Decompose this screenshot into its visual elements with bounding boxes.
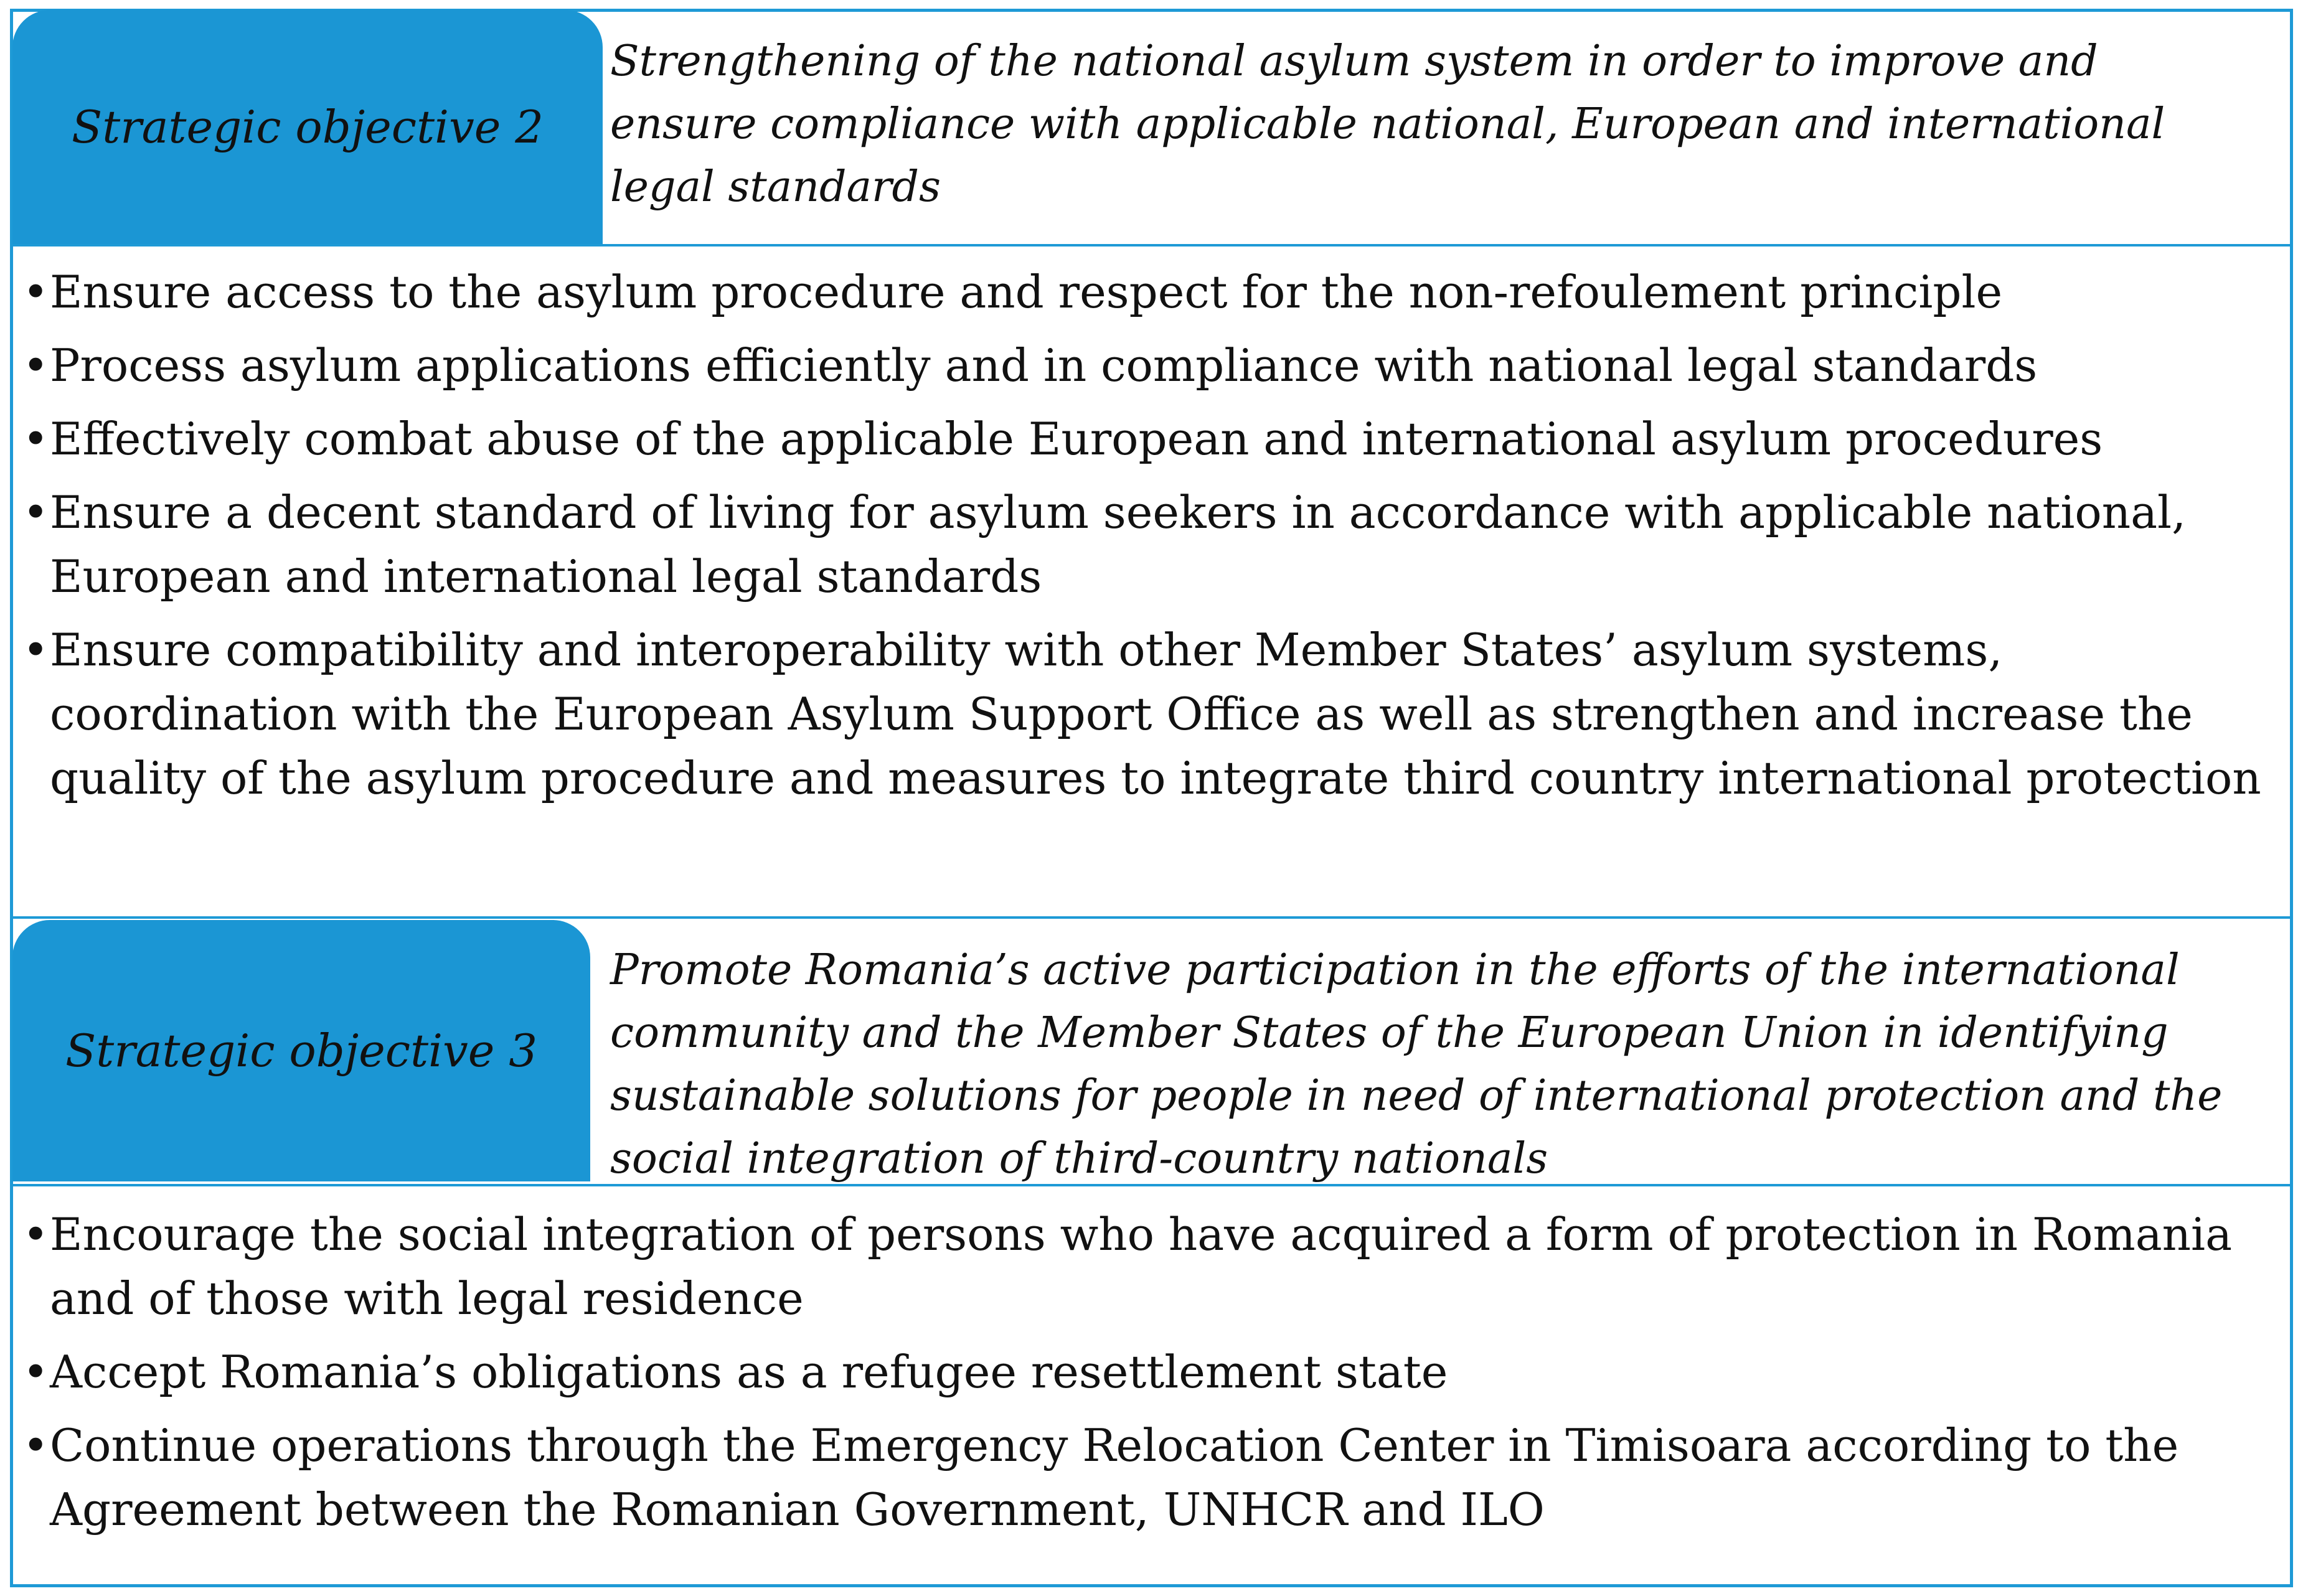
objective-2-description: Strengthening of the national asylum system in order to improve and ensure compliance with applicable national, European and international legal standards xyxy=(610,37,2165,212)
objective-2-divider xyxy=(11,244,2292,246)
bullet-text: Ensure a decent standard of living for asylum seekers in accordance with applicable national, European and international legal standards xyxy=(50,486,2186,603)
bullet-text: Encourage the social integration of persons who have acquired a form of protection in Romania and of those with legal residence xyxy=(50,1208,2233,1325)
objective-3-header-box xyxy=(12,920,590,1181)
objective-3-label: Strategic objective 3 xyxy=(65,1025,538,1077)
list-item xyxy=(22,1203,2276,1331)
bullet-icon: • xyxy=(22,413,49,465)
objective-2-bullet-list xyxy=(22,260,2276,820)
bullet-icon: • xyxy=(22,1346,49,1398)
objective-3-bullet-list xyxy=(22,1203,2276,1551)
bullet-icon: • xyxy=(22,1208,49,1260)
bullet-text: Process asylum applications efficiently and in compliance with national legal standards xyxy=(50,339,2038,392)
objective-2-header-box xyxy=(12,10,603,244)
objective-2-label: Strategic objective 2 xyxy=(71,101,544,153)
bullet-icon: • xyxy=(22,339,49,392)
bullet-text: Continue operations through the Emergency Relocation Center in Timisoara according to the Agreement between the Romanian Government, UNHCR and ILO xyxy=(50,1419,2179,1536)
list-item xyxy=(22,334,2276,398)
bullet-text: Ensure compatibility and interoperability with other Member States’ asylum systems, coordination with the European Asylum Support Office as well as strengthen and increase the quality of the asylum procedure and measures to integrate third country international protection xyxy=(50,624,2261,804)
bullet-text: Ensure access to the asylum procedure and respect for the non-refoulement principle xyxy=(50,266,2003,318)
bullet-icon: • xyxy=(22,624,49,676)
section-divider xyxy=(11,916,2292,919)
bullet-text: Effectively combat abuse of the applicable European and international asylum procedures xyxy=(50,413,2103,465)
list-item xyxy=(22,618,2276,810)
list-item xyxy=(22,481,2276,609)
bullet-text: Accept Romania’s obligations as a refugee resettlement state xyxy=(50,1346,1448,1398)
list-item xyxy=(22,260,2276,324)
bullet-icon: • xyxy=(22,1419,49,1472)
list-item xyxy=(22,407,2276,471)
objective-3-description: Promote Romania’s active participation in the efforts of the international community and the Member States of the European Union in identifying sustainable solutions for people in need of international protection and the social integration of third-country nationals xyxy=(610,946,2223,1183)
objective-3-divider xyxy=(11,1184,2292,1186)
bullet-icon: • xyxy=(22,266,49,318)
list-item xyxy=(22,1340,2276,1404)
bullet-icon: • xyxy=(22,486,49,538)
list-item xyxy=(22,1414,2276,1542)
